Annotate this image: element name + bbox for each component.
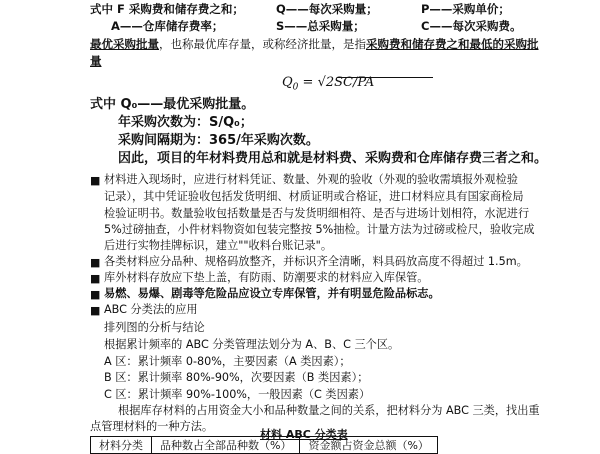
explain-3: 采购间隔期为：365/年采购次数。 (118, 133, 319, 148)
b1-line3: 检验证明书。数量验收包括数量是否与发货明细相符、是否与进场计划相符，水泥进行 (104, 207, 530, 220)
b1-line4: 5%过磅抽查，小件材料物资如包装完整按 5%抽检。计量方法为过磅或检尺，验收完成 (104, 223, 535, 236)
abc-line3: A 区：累计频率 0-80%，主要因素（A 类因素）； (104, 355, 351, 368)
table-header-cell: 材料分类 (91, 437, 152, 454)
explain-2: 年采购次数为：S/Q₀； (118, 115, 253, 130)
table-row (91, 437, 438, 454)
b1-line2: 记录），其中凭证验收包括发货明细、材质证明或合格证，进口材料应具有国家商检局 (104, 190, 524, 203)
bullet-icon: ■ (90, 288, 101, 301)
b4-line: 易燃、易爆、剧毒等危险品应设立专库保管，并有明显危险品标志。 (104, 287, 440, 300)
definition-line (90, 36, 539, 52)
var-q: Q——每次采购量； (276, 2, 378, 16)
abc-table (90, 436, 438, 454)
var-a: A——仓库储存费率； (111, 19, 224, 33)
definition-tail: 量 (90, 54, 102, 68)
var-c: C——每次采购费。 (421, 19, 522, 33)
definition-key: 采购费和储存费之和最低的采购批 (366, 37, 539, 51)
explain-4: 因此，项目的年材料费用总和就是材料费、采购费和仓库储存费三者之和。 (118, 151, 548, 166)
abc-line4: B 区：累计频率 80%-90%，次要因素（B 类因素）； (104, 371, 369, 384)
eoq-formula: $Q_0 = √2SC/PA$ (282, 75, 375, 93)
term-optimal-batch: 最优采购批量 (90, 37, 159, 51)
b1-line1: 材料进入现场时，应进行材料凭证、数量、外观的验收（外观的验收需填报外观检验 (104, 173, 518, 186)
b5-line: ABC 分类法的应用 (104, 303, 198, 316)
definition-middle: ，也称最优库存量，或称经济批量，是指 (159, 37, 366, 51)
table-title: 材料 ABC 分类表 (260, 428, 348, 441)
bullet-icon: ■ (90, 174, 101, 187)
table-header-cell: 品种数占全部品种数（%） (152, 437, 300, 454)
b2-line: 各类材料应分品种、规格码放整齐，并标识齐全清晰，料具码放高度不得超过 1.5m。 (104, 255, 528, 268)
abc-line7: 点管理材料的一种方法。 (90, 420, 214, 433)
bullet-icon: ■ (90, 272, 101, 285)
var-p: P——采购单价； (421, 2, 510, 16)
abc-line6: 根据库存材料的占用资金大小和品种数量之间的关系，把材料分为 ABC 三类，找出重 (118, 404, 540, 417)
b1-line5: 后进行实物挂牌标识，建立""收料台账记录"。 (104, 239, 333, 252)
abc-line1: 排列图的分析与结论 (104, 321, 205, 334)
bullet-icon: ■ (90, 304, 101, 317)
bullet-icon: ■ (90, 256, 101, 269)
var-f: 式中 F 采购费和储存费之和； (90, 2, 244, 16)
b3-line: 库外材料存放应下垫上盖，有防雨、防潮要求的材料应入库保管。 (104, 271, 429, 284)
abc-line2: 根据累计频率的 ABC 分类管理法划分为 A、B、C 三个区。 (104, 338, 400, 351)
table-header-cell: 资金额占资金总额（%） (300, 437, 437, 454)
sqrt-bar (337, 77, 433, 78)
explain-1: 式中 Q₀——最优采购批量。 (90, 97, 255, 112)
var-s: S——总采购量； (276, 19, 365, 33)
abc-line5: C 区：累计频率 90%-100%，一般因素（C 类因素） (104, 388, 371, 401)
